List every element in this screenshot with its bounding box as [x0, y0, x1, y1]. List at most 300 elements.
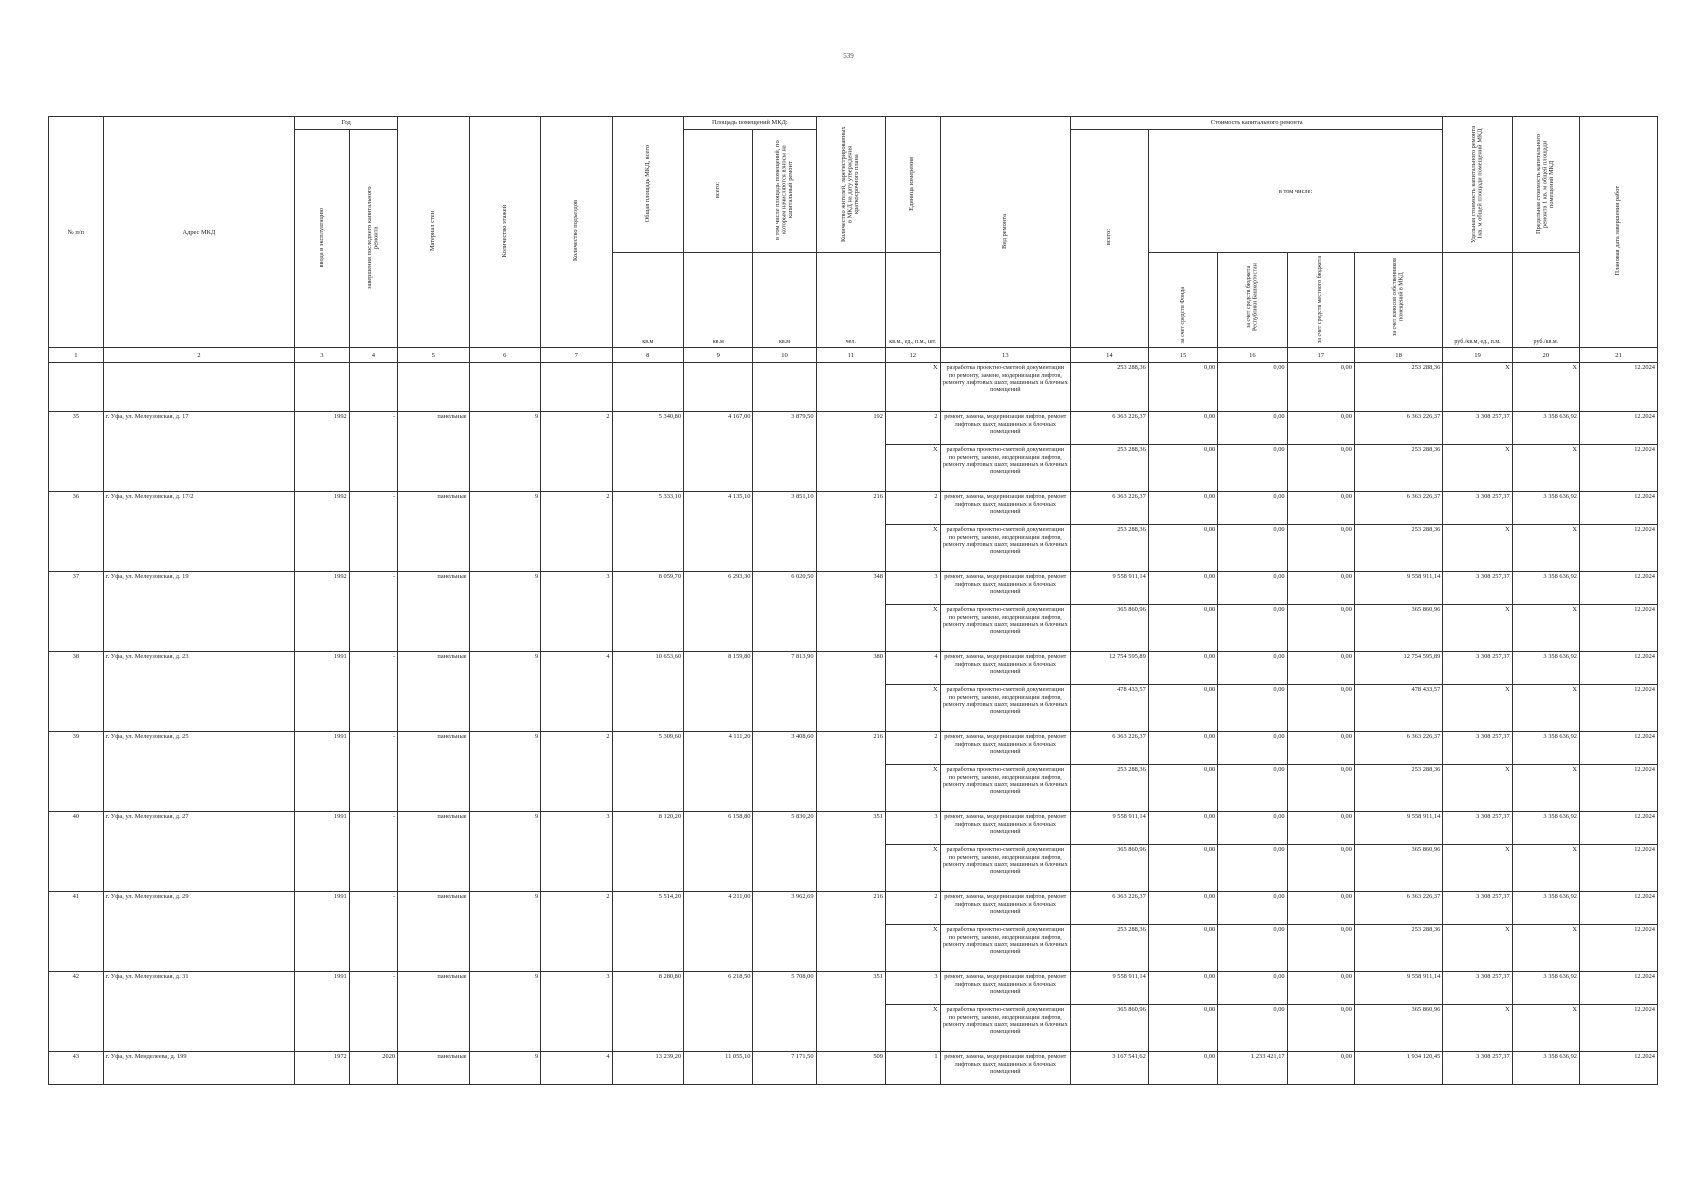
col-year-commission-header: ввода в эксплуатацию — [317, 207, 325, 268]
owners-cell: 253 288,36 — [1354, 363, 1442, 412]
cost-total-cell: 365 860,96 — [1071, 1005, 1149, 1052]
residents-cell: 216 — [816, 492, 885, 572]
residents-cell: 216 — [816, 732, 885, 812]
address-cell: г. Уфа, ул. Мелеузовская, д. 31 — [103, 972, 294, 1052]
specific-cost-cell: 3 308 257,37 — [1443, 732, 1512, 765]
cost-total-cell: 6 363 226,37 — [1071, 412, 1149, 445]
year-cell: 1991 — [295, 732, 350, 812]
specific-cost-cell: 3 308 257,37 — [1443, 812, 1512, 845]
last-repair-cell: - — [349, 892, 397, 972]
col-unit-header: Единица измерения — [908, 156, 916, 211]
address-cell: г. Уфа, ул. Мелеузовская, д. 27 — [103, 812, 294, 892]
material-cell: панельные — [398, 412, 470, 492]
x-mark: X — [1443, 605, 1512, 652]
qty-cell: 3 — [885, 572, 940, 605]
cost-total-cell: 253 288,36 — [1071, 925, 1149, 972]
paying-area-cell: 7 171,50 — [753, 1052, 816, 1085]
cost-total-cell: 12 754 595,89 — [1071, 652, 1149, 685]
owners-cell: 6 363 226,37 — [1354, 412, 1442, 445]
date-cell: 12.2024 — [1579, 605, 1657, 652]
entrances-cell: 3 — [541, 972, 613, 1052]
local-cell: 0,00 — [1287, 652, 1354, 685]
col-premises-group-header: Площадь помещений МКД: — [684, 117, 816, 130]
fund-cell: 0,00 — [1148, 652, 1217, 685]
republic-cell: 0,00 — [1218, 525, 1287, 572]
date-cell: 12.2024 — [1579, 572, 1657, 605]
date-cell: 12.2024 — [1579, 972, 1657, 1005]
column-number: 3 — [295, 348, 350, 363]
total-area-cell: 13 239,20 — [612, 1052, 684, 1085]
x-mark: X — [885, 925, 940, 972]
local-cell: 0,00 — [1287, 685, 1354, 732]
fund-cell: 0,00 — [1148, 812, 1217, 845]
material-cell: панельные — [398, 972, 470, 1052]
col-cost-total-header: всего: — [1105, 229, 1113, 246]
entrances-cell: 2 — [541, 492, 613, 572]
col-owners-header: за счет взносов собственников помещений в МКД — [1392, 258, 1405, 336]
republic-cell: 0,00 — [1218, 925, 1287, 972]
republic-cell: 0,00 — [1218, 972, 1287, 1005]
fund-cell: 0,00 — [1148, 1052, 1217, 1085]
unit-premises-total: кв.м — [684, 253, 753, 348]
max-cost-cell: 3 358 636,92 — [1512, 492, 1579, 525]
cost-total-cell: 253 288,36 — [1071, 445, 1149, 492]
x-mark: X — [885, 363, 940, 412]
year-cell: 1991 — [295, 892, 350, 972]
x-mark: X — [1512, 845, 1579, 892]
paying-area-cell: 5 708,00 — [753, 972, 816, 1052]
premises-cell: 11 055,10 — [684, 1052, 753, 1085]
owners-cell: 253 288,36 — [1354, 525, 1442, 572]
fund-cell: 0,00 — [1148, 685, 1217, 732]
local-cell: 0,00 — [1287, 525, 1354, 572]
owners-cell: 253 288,36 — [1354, 765, 1442, 812]
col-premises-total-header: всего: — [713, 181, 721, 199]
material-cell: панельные — [398, 732, 470, 812]
table-body — [49, 363, 1658, 1085]
residents-cell: 216 — [816, 892, 885, 972]
unit-residents: чел. — [816, 253, 885, 348]
fund-cell: 0,00 — [1148, 925, 1217, 972]
date-cell: 12.2024 — [1579, 1052, 1657, 1085]
address-cell: г. Уфа, ул. Мелеузовская, д. 23 — [103, 652, 294, 732]
x-mark: X — [885, 685, 940, 732]
premises-cell: 4 167,00 — [684, 412, 753, 492]
max-cost-cell: 3 358 636,92 — [1512, 892, 1579, 925]
residents-cell: 351 — [816, 972, 885, 1052]
year-cell: 1991 — [295, 812, 350, 892]
fund-cell: 0,00 — [1148, 732, 1217, 765]
fund-cell: 0,00 — [1148, 972, 1217, 1005]
unit-unit: кв.м., ед., п.м., шт. — [885, 253, 940, 348]
column-number: 13 — [940, 348, 1070, 363]
col-residents-header: Количество жителей, зарегистрированных в МКД на дату утверждения краткосрочного плана — [839, 125, 861, 242]
cost-total-cell: 6 363 226,37 — [1071, 492, 1149, 525]
residents-cell: 380 — [816, 652, 885, 732]
local-cell: 0,00 — [1287, 572, 1354, 605]
column-number: 5 — [398, 348, 470, 363]
table-row — [49, 812, 1658, 845]
x-mark: X — [1512, 685, 1579, 732]
col-floors-header: Количество этажей — [500, 204, 508, 258]
paying-area-cell: 3 408,60 — [753, 732, 816, 812]
x-mark: X — [1512, 525, 1579, 572]
column-number: 4 — [349, 348, 397, 363]
republic-cell: 0,00 — [1218, 765, 1287, 812]
last-repair-cell: - — [349, 572, 397, 652]
entrances-cell: 4 — [541, 652, 613, 732]
specific-cost-cell: 3 308 257,37 — [1443, 652, 1512, 685]
paying-area-cell: 3 851,10 — [753, 492, 816, 572]
col-max-cost-header: Предельная стоимость капитального ремонта 1 кв. м общей площади помещений МКД — [1534, 133, 1556, 234]
x-mark: X — [1443, 525, 1512, 572]
col-local-header: за счет средств местного бюджета — [1317, 255, 1324, 343]
column-number: 14 — [1071, 348, 1149, 363]
owners-cell: 478 433,57 — [1354, 685, 1442, 732]
work-type-cell: ремонт, замена, модернизация лифтов, ремонт лифтовых шахт, машинных и блочных помещений — [940, 572, 1070, 605]
local-cell: 0,00 — [1287, 925, 1354, 972]
residents-cell: 509 — [816, 1052, 885, 1085]
unit-premises-paying: кв.м — [753, 253, 816, 348]
date-cell: 12.2024 — [1579, 412, 1657, 445]
total-area-cell: 8 280,80 — [612, 972, 684, 1052]
premises-cell: 4 111,20 — [684, 732, 753, 812]
date-cell: 12.2024 — [1579, 445, 1657, 492]
work-type-cell: ремонт, замена, модернизация лифтов, ремонт лифтовых шахт, машинных и блочных помещений — [940, 812, 1070, 845]
material-cell: панельные — [398, 652, 470, 732]
material-cell: панельные — [398, 812, 470, 892]
last-repair-cell: - — [349, 412, 397, 492]
table-row — [49, 363, 1658, 412]
owners-cell: 365 860,96 — [1354, 1005, 1442, 1052]
owners-cell: 365 860,96 — [1354, 845, 1442, 892]
address-cell: г. Уфа, ул. Мелеузовская, д. 19 — [103, 572, 294, 652]
fund-cell: 0,00 — [1148, 892, 1217, 925]
column-number: 8 — [612, 348, 684, 363]
owners-cell: 9 558 911,14 — [1354, 812, 1442, 845]
max-cost-cell: 3 358 636,92 — [1512, 1052, 1579, 1085]
local-cell: 0,00 — [1287, 412, 1354, 445]
owners-cell: 253 288,36 — [1354, 925, 1442, 972]
premises-cell: 8 159,80 — [684, 652, 753, 732]
floors-cell: 9 — [469, 572, 541, 652]
residents-cell: 351 — [816, 812, 885, 892]
year-cell: 1992 — [295, 492, 350, 572]
table-row — [49, 892, 1658, 925]
date-cell: 12.2024 — [1579, 652, 1657, 685]
fund-cell: 0,00 — [1148, 363, 1217, 412]
entrances-cell: 2 — [541, 412, 613, 492]
specific-cost-cell: 3 308 257,37 — [1443, 972, 1512, 1005]
cost-total-cell: 9 558 911,14 — [1071, 972, 1149, 1005]
page-number: 539 — [843, 52, 854, 60]
table-row — [49, 972, 1658, 1005]
total-area-cell: 8 059,70 — [612, 572, 684, 652]
row-number: 43 — [49, 1052, 104, 1085]
owners-cell: 12 754 595,89 — [1354, 652, 1442, 685]
col-premises-paying-header: в том числе площадь помещений, по которым начисляются взносы на капитальный ремонт — [773, 140, 794, 240]
total-area-cell: 8 120,20 — [612, 812, 684, 892]
work-type-cell: ремонт, замена, модернизация лифтов, ремонт лифтовых шахт, машинных и блочных помещений — [940, 892, 1070, 925]
date-cell: 12.2024 — [1579, 492, 1657, 525]
entrances-cell: 2 — [541, 892, 613, 972]
date-cell: 12.2024 — [1579, 363, 1657, 412]
column-number: 17 — [1287, 348, 1354, 363]
col-num-header: № п/п — [49, 117, 104, 348]
republic-cell: 0,00 — [1218, 892, 1287, 925]
last-repair-cell: - — [349, 732, 397, 812]
fund-cell: 0,00 — [1148, 605, 1217, 652]
republic-cell: 0,00 — [1218, 685, 1287, 732]
column-number: 21 — [1579, 348, 1657, 363]
row-number: 35 — [49, 412, 104, 492]
cost-total-cell: 365 860,96 — [1071, 605, 1149, 652]
qty-cell: 3 — [885, 812, 940, 845]
local-cell: 0,00 — [1287, 892, 1354, 925]
floors-cell: 9 — [469, 732, 541, 812]
column-number: 7 — [541, 348, 613, 363]
work-type-cell: разработка проектно-сметной документации по ремонту, замене, модернизации лифтов, ремонту лифтовых шахт, машинных и блочных помещений — [940, 605, 1070, 652]
x-mark: X — [1512, 925, 1579, 972]
x-mark: X — [1512, 1005, 1579, 1052]
date-cell: 12.2024 — [1579, 765, 1657, 812]
specific-cost-cell: 3 308 257,37 — [1443, 572, 1512, 605]
col-work-type-header: Вид ремонта — [1001, 213, 1009, 249]
owners-cell: 1 934 120,45 — [1354, 1052, 1442, 1085]
work-type-cell: разработка проектно-сметной документации по ремонту, замене, модернизации лифтов, ремонту лифтовых шахт, машинных и блочных помещений — [940, 765, 1070, 812]
floors-cell: 9 — [469, 652, 541, 732]
work-type-cell: разработка проектно-сметной документации по ремонту, замене, модернизации лифтов, ремонту лифтовых шахт, машинных и блочных помещений — [940, 685, 1070, 732]
table-row — [49, 492, 1658, 525]
last-repair-cell: - — [349, 972, 397, 1052]
fund-cell: 0,00 — [1148, 1005, 1217, 1052]
qty-cell: 4 — [885, 652, 940, 685]
date-cell: 12.2024 — [1579, 892, 1657, 925]
max-cost-cell: 3 358 636,92 — [1512, 572, 1579, 605]
date-cell: 12.2024 — [1579, 845, 1657, 892]
year-cell: 1992 — [295, 412, 350, 492]
x-mark: X — [1443, 925, 1512, 972]
max-cost-cell: 3 358 636,92 — [1512, 732, 1579, 765]
work-type-cell: разработка проектно-сметной документации по ремонту, замене, модернизации лифтов, ремонту лифтовых шахт, машинных и блочных помещений — [940, 445, 1070, 492]
premises-cell: 4 135,10 — [684, 492, 753, 572]
x-mark: X — [885, 605, 940, 652]
col-republic-header: за счет средств бюджета Республики Башкортостан — [1245, 263, 1259, 331]
row-number: 36 — [49, 492, 104, 572]
year-cell: 1992 — [295, 572, 350, 652]
x-mark: X — [1512, 765, 1579, 812]
total-area-cell: 5 309,60 — [612, 732, 684, 812]
cost-total-cell: 9 558 911,14 — [1071, 572, 1149, 605]
column-number: 16 — [1218, 348, 1287, 363]
row-number: 41 — [49, 892, 104, 972]
material-cell: панельные — [398, 1052, 470, 1085]
x-mark: X — [885, 1005, 940, 1052]
cost-total-cell: 6 363 226,37 — [1071, 892, 1149, 925]
col-wall-material-header: Материал стен — [429, 210, 437, 252]
local-cell: 0,00 — [1287, 845, 1354, 892]
residents-cell: 348 — [816, 572, 885, 652]
column-number: 2 — [103, 348, 294, 363]
local-cell: 0,00 — [1287, 812, 1354, 845]
work-type-cell: разработка проектно-сметной документации по ремонту, замене, модернизации лифтов, ремонту лифтовых шахт, машинных и блочных помещений — [940, 925, 1070, 972]
col-incl-header: в том числе: — [1148, 130, 1442, 253]
work-type-cell: разработка проектно-сметной документации по ремонту, замене, модернизации лифтов, ремонту лифтовых шахт, машинных и блочных помещений — [940, 845, 1070, 892]
unit-specific-cost: руб./кв.м, ед., п.м. — [1443, 253, 1512, 348]
row-number: 38 — [49, 652, 104, 732]
premises-cell: 4 211,00 — [684, 892, 753, 972]
owners-cell: 9 558 911,14 — [1354, 572, 1442, 605]
fund-cell: 0,00 — [1148, 445, 1217, 492]
x-mark: X — [1443, 1005, 1512, 1052]
local-cell: 0,00 — [1287, 972, 1354, 1005]
work-type-cell: разработка проектно-сметной документации по ремонту, замене, модернизации лифтов, ремонту лифтовых шахт, машинных и блочных помещений — [940, 363, 1070, 412]
material-cell: панельные — [398, 492, 470, 572]
work-type-cell: ремонт, замена, модернизация лифтов, ремонт лифтовых шахт, машинных и блочных помещений — [940, 972, 1070, 1005]
republic-cell: 0,00 — [1218, 605, 1287, 652]
x-mark: X — [1443, 445, 1512, 492]
material-cell: панельные — [398, 892, 470, 972]
entrances-cell: 3 — [541, 812, 613, 892]
col-cost-group-header: Стоимость капитального ремонта — [1071, 117, 1443, 130]
local-cell: 0,00 — [1287, 765, 1354, 812]
floors-cell: 9 — [469, 492, 541, 572]
column-number: 18 — [1354, 348, 1442, 363]
date-cell: 12.2024 — [1579, 525, 1657, 572]
republic-cell: 0,00 — [1218, 445, 1287, 492]
premises-cell: 6 158,80 — [684, 812, 753, 892]
qty-cell: 3 — [885, 972, 940, 1005]
row-number: 40 — [49, 812, 104, 892]
owners-cell: 253 288,36 — [1354, 445, 1442, 492]
republic-cell: 0,00 — [1218, 845, 1287, 892]
fund-cell: 0,00 — [1148, 412, 1217, 445]
local-cell: 0,00 — [1287, 1005, 1354, 1052]
cost-total-cell: 3 167 541,62 — [1071, 1052, 1149, 1085]
date-cell: 12.2024 — [1579, 732, 1657, 765]
x-mark: X — [1512, 363, 1579, 412]
premises-cell: 6 218,50 — [684, 972, 753, 1052]
fund-cell: 0,00 — [1148, 572, 1217, 605]
year-cell: 1991 — [295, 652, 350, 732]
cost-total-cell: 365 860,96 — [1071, 845, 1149, 892]
col-planned-date-header: Плановая дата завершения работ — [1614, 186, 1622, 276]
total-area-cell: 5 333,10 — [612, 492, 684, 572]
total-area-cell: 5 340,80 — [612, 412, 684, 492]
local-cell: 0,00 — [1287, 605, 1354, 652]
qty-cell: 2 — [885, 892, 940, 925]
paying-area-cell: 7 813,90 — [753, 652, 816, 732]
entrances-cell: 3 — [541, 572, 613, 652]
max-cost-cell: 3 358 636,92 — [1512, 812, 1579, 845]
table-row — [49, 732, 1658, 765]
republic-cell: 1 233 421,17 — [1218, 1052, 1287, 1085]
republic-cell: 0,00 — [1218, 363, 1287, 412]
paying-area-cell: 3 962,69 — [753, 892, 816, 972]
x-mark: X — [1443, 765, 1512, 812]
last-repair-cell: - — [349, 812, 397, 892]
qty-cell: 2 — [885, 492, 940, 525]
unit-total-area: кв.м — [612, 253, 684, 348]
date-cell: 12.2024 — [1579, 685, 1657, 732]
local-cell: 0,00 — [1287, 492, 1354, 525]
residents-cell: 192 — [816, 412, 885, 492]
x-mark: X — [1443, 845, 1512, 892]
republic-cell: 0,00 — [1218, 492, 1287, 525]
cost-total-cell: 478 433,57 — [1071, 685, 1149, 732]
premises-cell: 6 293,30 — [684, 572, 753, 652]
material-cell: панельные — [398, 572, 470, 652]
paying-area-cell: 6 020,50 — [753, 572, 816, 652]
qty-cell: 1 — [885, 1052, 940, 1085]
col-year-last-repair-header: завершения последнего капитального ремонта — [365, 186, 380, 289]
floors-cell: 9 — [469, 412, 541, 492]
table-row — [49, 572, 1658, 605]
capital-repair-table — [48, 116, 1658, 1085]
max-cost-cell: 3 358 636,92 — [1512, 972, 1579, 1005]
table-row — [49, 412, 1658, 445]
table-row — [49, 652, 1658, 685]
column-number: 19 — [1443, 348, 1512, 363]
cost-total-cell: 253 288,36 — [1071, 765, 1149, 812]
paying-area-cell: 5 830,20 — [753, 812, 816, 892]
floors-cell: 9 — [469, 812, 541, 892]
x-mark: X — [885, 765, 940, 812]
republic-cell: 0,00 — [1218, 572, 1287, 605]
table-header — [49, 117, 1658, 363]
republic-cell: 0,00 — [1218, 732, 1287, 765]
entrances-cell: 4 — [541, 1052, 613, 1085]
x-mark: X — [885, 525, 940, 572]
year-cell: 1972 — [295, 1052, 350, 1085]
column-number: 20 — [1512, 348, 1579, 363]
work-type-cell: разработка проектно-сметной документации по ремонту, замене, модернизации лифтов, ремонту лифтовых шахт, машинных и блочных помещений — [940, 525, 1070, 572]
owners-cell: 6 363 226,37 — [1354, 492, 1442, 525]
x-mark: X — [885, 845, 940, 892]
x-mark: X — [1512, 605, 1579, 652]
last-repair-cell: - — [349, 492, 397, 572]
column-number: 9 — [684, 348, 753, 363]
qty-cell: 2 — [885, 732, 940, 765]
column-number: 1 — [49, 348, 104, 363]
year-cell: 1991 — [295, 972, 350, 1052]
fund-cell: 0,00 — [1148, 765, 1217, 812]
table-row — [49, 1052, 1658, 1085]
republic-cell: 0,00 — [1218, 812, 1287, 845]
specific-cost-cell: 3 308 257,37 — [1443, 492, 1512, 525]
paying-area-cell: 3 879,50 — [753, 412, 816, 492]
work-type-cell: ремонт, замена, модернизация лифтов, ремонт лифтовых шахт, машинных и блочных помещений — [940, 492, 1070, 525]
col-year-group-header: Год — [295, 117, 398, 130]
work-type-cell: ремонт, замена, модернизация лифтов, ремонт лифтовых шахт, машинных и блочных помещений — [940, 652, 1070, 685]
republic-cell: 0,00 — [1218, 652, 1287, 685]
column-number: 6 — [469, 348, 541, 363]
republic-cell: 0,00 — [1218, 412, 1287, 445]
col-total-area-header: Общая площадь МКД, всего — [643, 144, 651, 223]
address-cell: г. Уфа, ул. Мелеузовская, д. 17 — [103, 412, 294, 492]
fund-cell: 0,00 — [1148, 525, 1217, 572]
address-cell: г. Уфа, ул. Мелеузовская, д. 17/2 — [103, 492, 294, 572]
work-type-cell: ремонт, замена, модернизация лифтов, ремонт лифтовых шахт, машинных и блочных помещений — [940, 412, 1070, 445]
qty-cell: 2 — [885, 412, 940, 445]
work-type-cell: ремонт, замена, модернизация лифтов, ремонт лифтовых шахт, машинных и блочных помещений — [940, 1052, 1070, 1085]
col-specific-cost-header: Удельная стоимость капитального ремонта 1кв. м общей площади помещений МКД — [1469, 124, 1484, 243]
x-mark: X — [1443, 685, 1512, 732]
column-numbers-row — [49, 348, 1658, 363]
floors-cell: 9 — [469, 892, 541, 972]
specific-cost-cell: 3 308 257,37 — [1443, 892, 1512, 925]
col-fund-header: за счет средств Фонда — [1179, 286, 1186, 343]
